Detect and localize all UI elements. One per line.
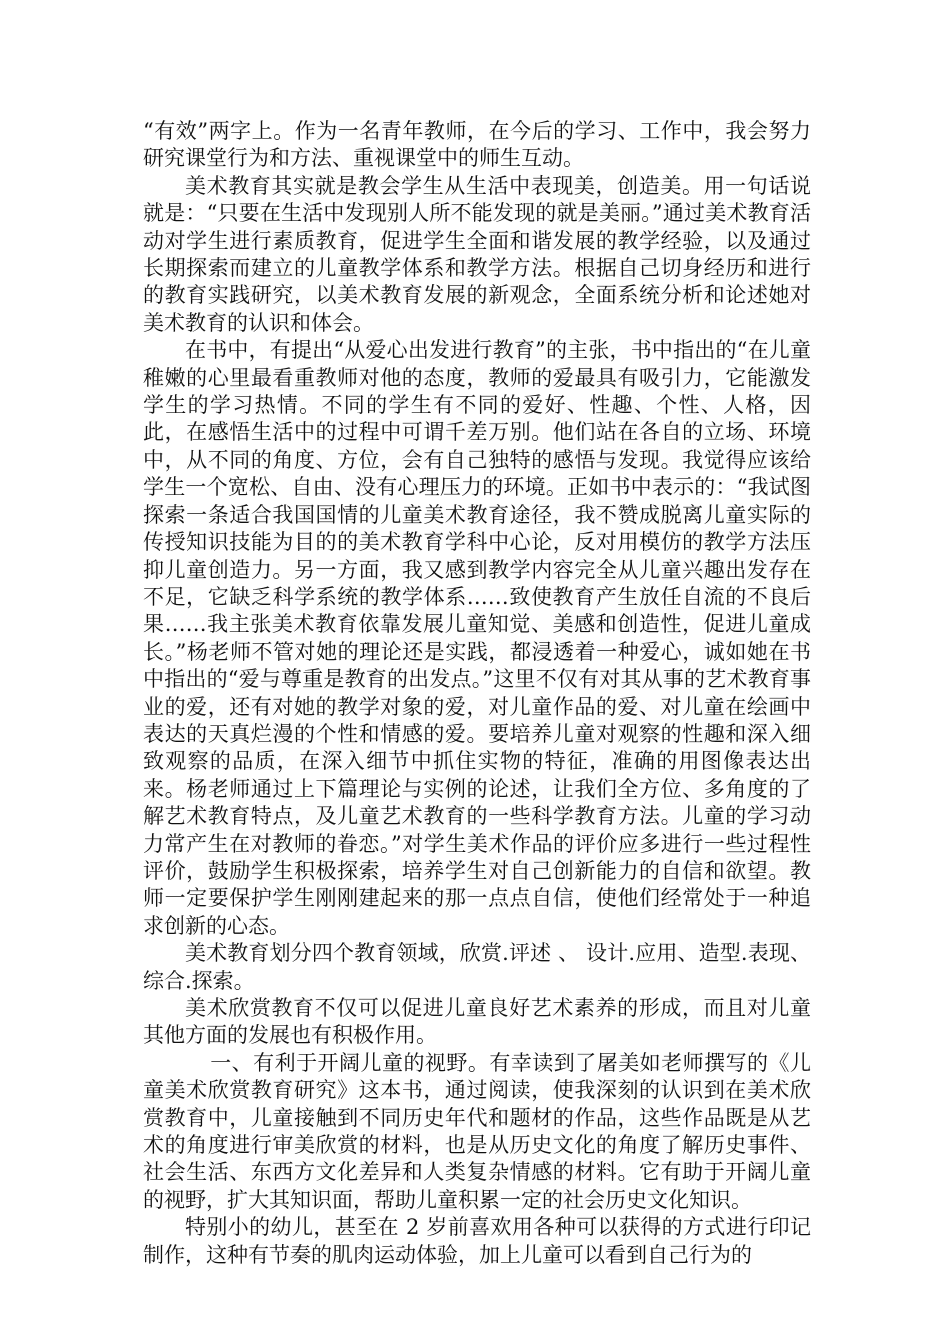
paragraph-7: 特别小的幼儿，甚至在 2 岁前喜欢用各种可以获得的方式进行印记制作，这种有节奏的肌肉运动体验，加上儿童可以看到自己行为的 [143, 1215, 811, 1267]
paragraph-2: 美术教育其实就是教会学生从生活中表现美，创造美。用一句话说就是：“只要在生活中发现别人所不能发现的就是美丽。”通过美术教育活动对学生进行素质教育，促进学生全面和谐发展的教学经验，以及通过长期探索而建立的儿童教学体系和教学方法。根据自己切身经历和进行的教育实践研究，以美术教育发展的新观念，全面系统分析和论述她对美术教育的认识和体会。 [143, 173, 811, 335]
paragraph-6: 一、有利于开阔儿童的视野。有幸读到了屠美如老师撰写的《儿童美术欣赏教育研究》这本书，通过阅读，使我深刻的认识到在美术欣赏教育中，儿童接触到不同历史年代和题材的作品，这些作品既是从艺术的角度进行审美欣赏的材料，也是从历史文化的角度了解历史事件、社会生活、东西方文化差异和人类复杂情感的材料。它有助于开阔儿童的视野，扩大其知识面，帮助儿童积累一定的社会历史文化知识。 [143, 1050, 811, 1212]
paragraph-5: 美术欣赏教育不仅可以促进儿童良好艺术素养的形成，而且对儿童其他方面的发展也有积极作用。 [143, 996, 811, 1048]
paragraph-3: 在书中，有提出“从爱心出发进行教育”的主张，书中指出的“在儿童稚嫩的心里最看重教师对他的态度，教师的爱最具有吸引力，它能激发学生的学习热情。不同的学生有不同的爱好、性趣、个性、人格，因此，在感悟生活中的过程中可谓千差万别。他们站在各自的立场、环境中，从不同的角度、方位，会有自己独特的感悟与发现。我觉得应该给学生一个宽松、自由、没有心理压力的环境。正如书中表示的：“我试图探索一条适合我国国情的儿童美术教育途径，我不赞成脱离儿童实际的传授知识技能为目的的美术教育学科中心论，反对用模仿的教学方法压抑儿童创造力。另一方面，我又感到教学内容完全从儿童兴趣出发存在不足，它缺乏科学系统的教学体系……致使教育产生放任自流的不良后果……我主张美术教育依靠发展儿童知觉、美感和创造性，促进儿童成长。”杨老师不管对她的理论还是实践，都浸透着一种爱心，诚如她在书中指出的“爱与尊重是教育的出发点。”这里不仅有对其从事的艺术教育事业的爱，还有对她的教学对象的爱，对儿童作品的爱、对儿童在绘画中表达的天真烂漫的个性和情感的爱。要培养儿童对观察的性趣和深入细致观察的品质，在深入细节中抓住实物的特征，准确的用图像表达出来。杨老师通过上下篇理论与实例的论述，让我们全方位、多角度的了解艺术教育特点，及儿童艺术教育的一些科学教育方法。儿童的学习动力常产生在对教师的眷恋。”对学生美术作品的评价应多进行一些过程性评价，鼓励学生积极探索，培养学生对自己创新能力的自信和欲望。教师一定要保护学生刚刚建起来的那一点点自信，使他们经常处于一种追求创新的心态。 [143, 338, 811, 938]
paragraph-4: 美术教育划分四个教育领域，欣赏.评述 、 设计.应用、造型.表现、综合.探索。 [143, 941, 811, 993]
document-body [143, 118, 811, 1269]
paragraph-1: “有效”两字上。作为一名青年教师，在今后的学习、工作中，我会努力研究课堂行为和方法、重视课堂中的师生互动。 [143, 119, 811, 171]
